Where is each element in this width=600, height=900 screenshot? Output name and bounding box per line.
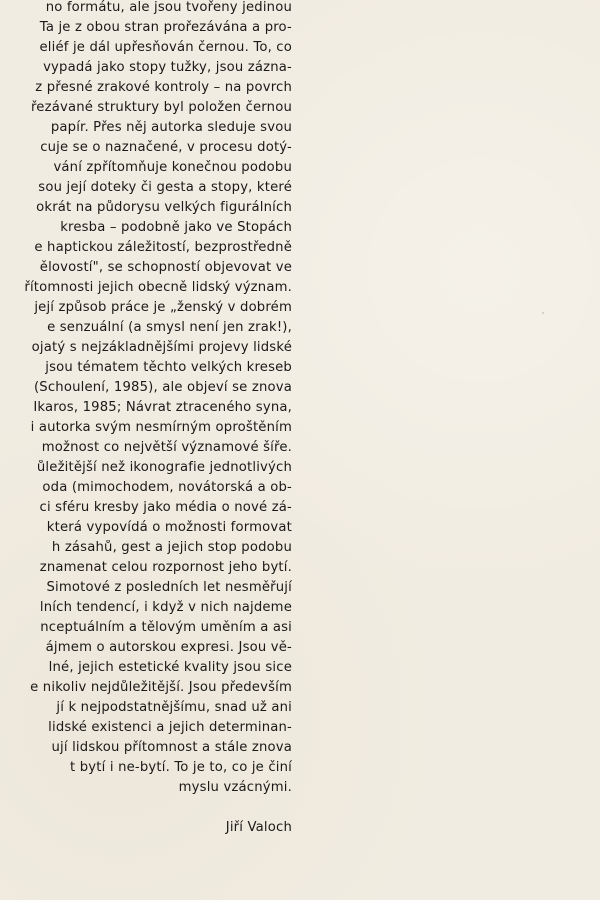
text-line: jsou tématem těchto velkých kreseb bbox=[45, 360, 292, 375]
text-line: i autorka svým nesmírným oproštěním bbox=[30, 420, 292, 435]
text-line: sou její doteky či gesta a stopy, které bbox=[38, 180, 292, 195]
text-line: ojatý s nejzákladnějšími projevy lidské bbox=[31, 340, 292, 355]
text-line: vypadá jako stopy tužky, jsou zázna- bbox=[43, 60, 292, 75]
text-line: t bytí i ne-bytí. To je to, co je činí bbox=[70, 760, 292, 775]
text-line: Ta je z obou stran prořezávána a pro- bbox=[39, 20, 292, 35]
text-line: e haptickou záležitostí, bezprostředně bbox=[34, 240, 292, 255]
text-line: nceptuálním a tělovým uměním a asi bbox=[40, 620, 292, 635]
text-line: lních tendencí, i když v nich najdeme bbox=[39, 600, 292, 615]
text-line: papír. Přes něj autorka sleduje svou bbox=[50, 120, 292, 135]
text-line: možnost co největší významové šíře. bbox=[41, 440, 292, 455]
text-line: okrát na půdorysu velkých figurálních bbox=[36, 200, 292, 215]
text-line: no formátu, ale jsou tvořeny jedinou bbox=[45, 0, 292, 15]
text-line: lidské existenci a jejich determinan- bbox=[48, 720, 292, 735]
text-line: Ikaros, 1985; Návrat ztraceného syna, bbox=[33, 400, 292, 415]
text-line: ájmem o autorskou expresi. Jsou vě- bbox=[45, 640, 292, 655]
text-line: řítomnosti jejich obecně lidský význam. bbox=[24, 280, 292, 295]
text-line: vání zpřítomňuje konečnou podobu bbox=[53, 160, 292, 175]
text-line: ují lidskou přítomnost a stále znova bbox=[51, 740, 292, 755]
text-line: řezávané struktury byl položen černou bbox=[31, 100, 292, 115]
text-line: Šimotové z posledních let nesměřují bbox=[46, 580, 292, 595]
author-signature: Jiří Valoch bbox=[225, 820, 292, 835]
text-line: (Schoulení, 1985), ale objeví se znova bbox=[33, 380, 292, 395]
text-line: oda (mimochodem, novátorská a ob- bbox=[42, 480, 292, 495]
text-line: cuje se o naznačené, v procesu dotý- bbox=[40, 140, 292, 155]
text-line: znamenat celou rozpornost jeho bytí. bbox=[39, 560, 292, 575]
text-line: ůležitější než ikonografie jednotlivých bbox=[36, 460, 292, 475]
text-line: myslu vzácnými. bbox=[178, 780, 292, 795]
text-line: její způsob práce je „ženský v dobrém bbox=[34, 300, 292, 315]
text-line: e senzuální (a smysl není jen zrak!), bbox=[47, 320, 292, 335]
text-line: h zásahů, gest a jejich stop podobu bbox=[51, 540, 292, 555]
text-line: eliéf je dál upřesňován černou. To, co bbox=[39, 40, 292, 55]
text-line: lné, jejich estetické kvality jsou sice bbox=[48, 660, 292, 675]
text-line: která vypovídá o možnosti formovat bbox=[46, 520, 292, 535]
paper-speck bbox=[542, 312, 544, 314]
text-line: z přesné zrakové kontroly – na povrch bbox=[35, 80, 292, 95]
text-line: ělovostí", se schopností objevovat ve bbox=[39, 260, 292, 275]
text-line: jí k nejpodstatnějšímu, snad už ani bbox=[56, 700, 292, 715]
text-line: ci sféru kresby jako média o nové zá- bbox=[39, 500, 292, 515]
text-line: kresba – podobně jako ve Stopách bbox=[60, 220, 292, 235]
text-line: e nikoliv nejdůležitější. Jsou především bbox=[30, 680, 292, 695]
